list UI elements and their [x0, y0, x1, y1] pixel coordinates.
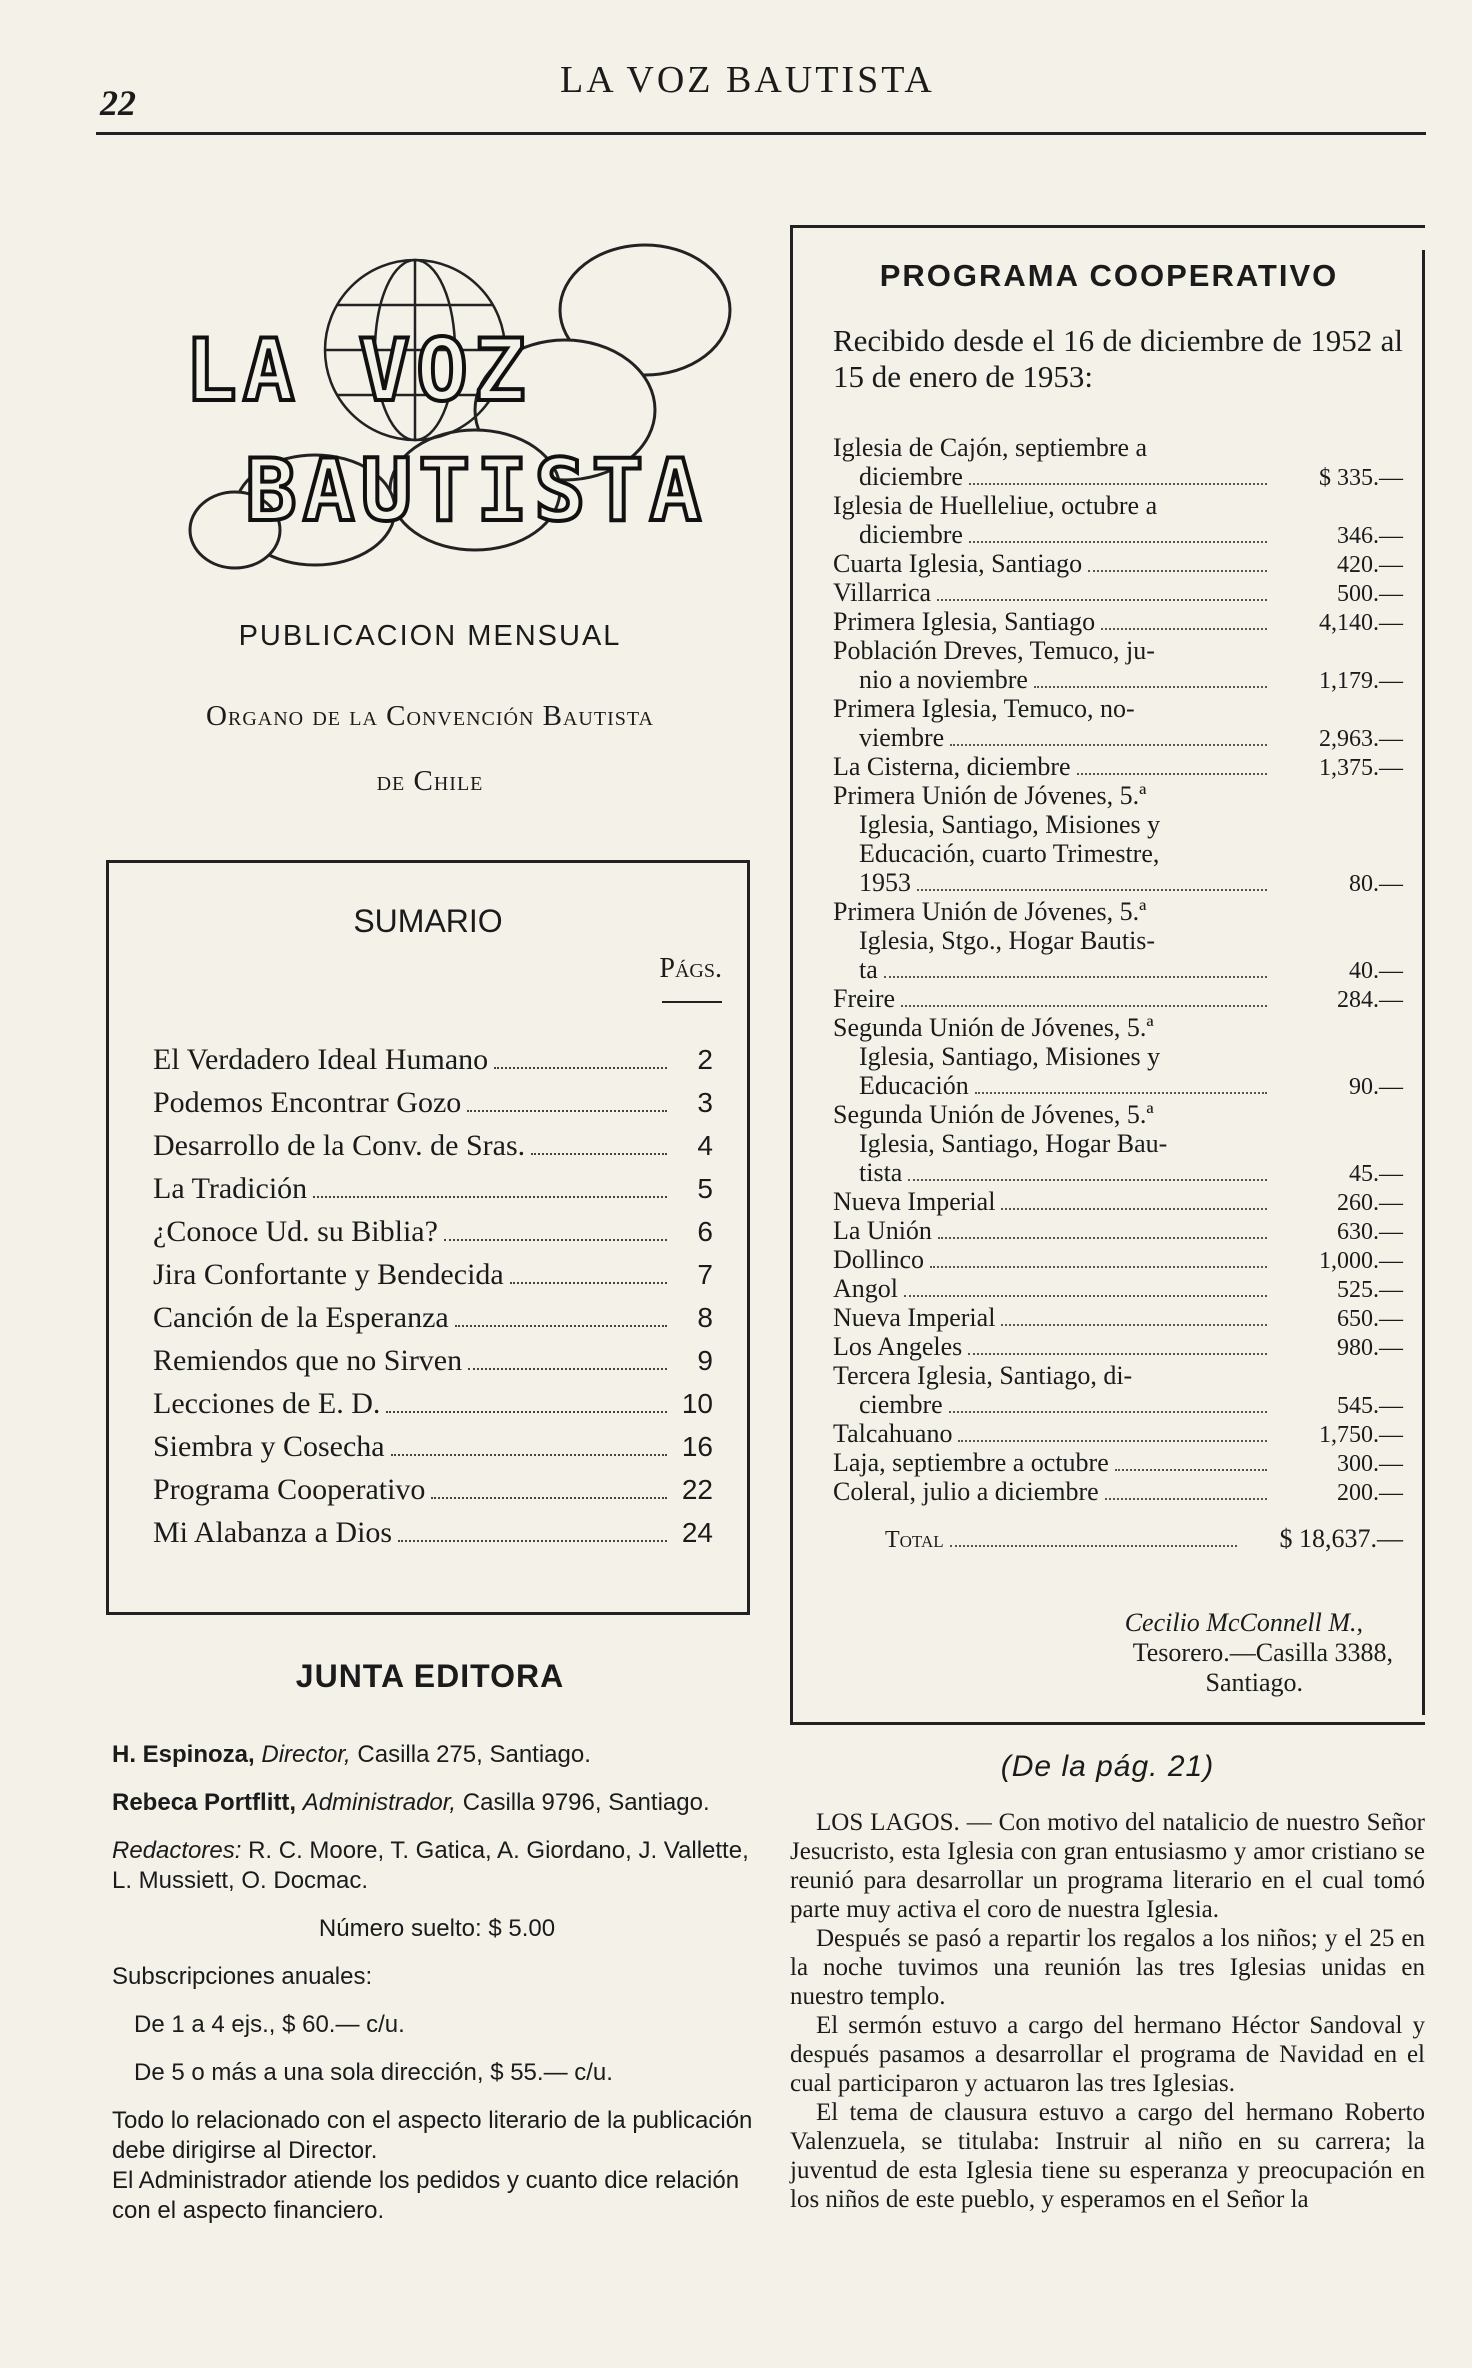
- toc-title: Remiendos que no Sirven: [153, 1344, 463, 1377]
- box-bottom-rule: [790, 1722, 1425, 1725]
- contribution-amount: 45.—: [1349, 1161, 1403, 1187]
- toc-entry[interactable]: [153, 1387, 713, 1430]
- contribution-row: [833, 1477, 1403, 1506]
- contribution-row: [833, 1158, 1403, 1187]
- dot-leader: [431, 1497, 667, 1499]
- toc-page: 3: [697, 1087, 713, 1118]
- contribution-name: Iglesia, Santiago, Misiones y: [859, 810, 1161, 839]
- contribution-row: [833, 1303, 1403, 1332]
- dot-leader: [1088, 570, 1267, 572]
- contribution-amount: $ 335.—: [1319, 465, 1403, 491]
- dot-leader: [884, 976, 1267, 978]
- director-name: H. Espinoza,: [112, 1741, 255, 1768]
- toc-page: 8: [697, 1302, 713, 1333]
- administrator-address: Casilla 9796, Santiago.: [462, 1789, 710, 1816]
- dot-leader: [1115, 1469, 1267, 1471]
- dot-leader: [468, 1368, 667, 1370]
- dot-leader: [904, 1295, 1267, 1297]
- contribution-amount: 630.—: [1337, 1219, 1403, 1245]
- toc-entry[interactable]: [153, 1430, 713, 1473]
- dot-leader: [467, 1110, 667, 1112]
- contribution-row: [833, 1187, 1403, 1216]
- contribution-amount: 40.—: [1349, 958, 1403, 984]
- contribution-amount: 1,179.—: [1319, 668, 1403, 694]
- treasurer-signature: [953, 1608, 1393, 1698]
- dot-leader: [494, 1067, 667, 1069]
- programa-intro: Recibido desde el 16 de diciembre de 1952 al 15 de enero de 1953:: [833, 323, 1403, 394]
- contribution-row: [833, 781, 1403, 810]
- contribution-name: tista: [859, 1158, 903, 1187]
- dot-leader: [950, 744, 1267, 746]
- toc-entry[interactable]: [153, 1258, 713, 1301]
- toc-page: 22: [681, 1474, 713, 1505]
- contribution-row: [833, 1245, 1403, 1274]
- administrator-name: Rebeca Portflitt,: [112, 1789, 297, 1816]
- table-of-contents: [153, 1043, 713, 1559]
- contribution-name: Talcahuano: [833, 1419, 953, 1448]
- redactores-line: [112, 1836, 762, 1896]
- dot-leader: [969, 541, 1267, 543]
- contribution-row: [833, 752, 1403, 781]
- contribution-row: [833, 926, 1403, 955]
- contribution-amount: 80.—: [1349, 871, 1403, 897]
- contribution-row: [833, 1129, 1403, 1158]
- contribution-name: Primera Iglesia, Temuco, no-: [833, 694, 1135, 723]
- contribution-row: [833, 1042, 1403, 1071]
- contribution-row: [833, 1216, 1403, 1245]
- contribution-amount: 200.—: [1337, 1480, 1403, 1506]
- toc-entry[interactable]: [153, 1344, 713, 1387]
- contribution-name: Iglesia, Santiago, Misiones y: [859, 1042, 1161, 1071]
- la-voz-bautista-logo: [175, 240, 765, 580]
- junta-editora-title: JUNTA EDITORA: [295, 1658, 565, 1694]
- contribution-amount: 300.—: [1337, 1451, 1403, 1477]
- contribution-name: ciembre: [859, 1390, 943, 1419]
- toc-page: 9: [697, 1345, 713, 1376]
- contribution-name: Educación: [859, 1071, 969, 1100]
- dot-leader: [1034, 686, 1267, 688]
- treasurer-name: Cecilio McConnell M.,: [1124, 1608, 1363, 1637]
- contribution-row: [833, 1419, 1403, 1448]
- director-address: Casilla 275, Santiago.: [357, 1741, 591, 1768]
- contribution-row: [833, 665, 1403, 694]
- contribution-name: viembre: [859, 723, 945, 752]
- contribution-amount: 500.—: [1337, 581, 1403, 607]
- box-right-rule: [1422, 250, 1425, 1715]
- sumario-box: [106, 860, 750, 1615]
- contribution-amount: 90.—: [1349, 1074, 1403, 1100]
- dot-leader: [313, 1196, 667, 1198]
- numero-suelto: Número suelto: $ 5.00: [318, 1915, 556, 1942]
- contribution-name: Cuarta Iglesia, Santiago: [833, 549, 1083, 578]
- page-number: 22: [100, 83, 136, 123]
- redactores-label: Redactores:: [112, 1837, 242, 1864]
- contribution-name: Primera Iglesia, Santiago: [833, 607, 1096, 636]
- contribution-row: [833, 1332, 1403, 1361]
- toc-page: 4: [697, 1130, 713, 1161]
- contribution-name: Primera Unión de Jóvenes, 5.ª: [833, 897, 1147, 926]
- subscriptions-label: Subscripciones anuales:: [112, 1963, 373, 1990]
- contribution-row: [833, 810, 1403, 839]
- contribution-amount: 980.—: [1337, 1335, 1403, 1361]
- toc-title: Desarrollo de la Conv. de Sras.: [153, 1129, 526, 1162]
- contribution-row: [833, 607, 1403, 636]
- toc-page: 10: [681, 1388, 713, 1419]
- toc-title: ¿Conoce Ud. su Biblia?: [153, 1215, 438, 1248]
- administrator-role: Administrador,: [302, 1789, 457, 1816]
- contribution-amount: 545.—: [1337, 1393, 1403, 1419]
- dot-leader: [917, 889, 1267, 891]
- treasurer-role: Tesorero.—Casilla 3388,: [1132, 1638, 1393, 1667]
- contribution-row: [833, 520, 1403, 549]
- contribution-amount: 420.—: [1337, 552, 1403, 578]
- dot-leader: [455, 1325, 667, 1327]
- contribution-row: [833, 1071, 1403, 1100]
- director-line: [112, 1740, 762, 1770]
- contribution-row: [833, 868, 1403, 897]
- logo-line-1: LA VOZ: [185, 321, 532, 421]
- contribution-row: [833, 984, 1403, 1013]
- continuation-title: (De la pág. 21): [1000, 1750, 1215, 1783]
- contribution-name: Freire: [833, 984, 896, 1013]
- contribution-name: Segunda Unión de Jóvenes, 5.ª: [833, 1100, 1154, 1129]
- pags-label: Págs.: [659, 953, 722, 984]
- contribution-name: ta: [859, 955, 878, 984]
- contribution-amount: 2,963.—: [1319, 726, 1403, 752]
- running-title: LA VOZ BAUTISTA: [560, 59, 935, 101]
- contribution-row: [833, 955, 1403, 984]
- contribution-row: [833, 1361, 1403, 1390]
- dot-leader: [1101, 628, 1267, 630]
- contribution-amount: 260.—: [1337, 1190, 1403, 1216]
- toc-page: 24: [681, 1517, 713, 1548]
- note-financial: El Administrador atiende los pedidos y cuanto dice relación con el aspecto financiero.: [112, 2167, 740, 2224]
- contribution-name: nio a noviembre: [859, 665, 1028, 694]
- contribution-row: [833, 462, 1403, 491]
- dot-leader: [930, 1266, 1267, 1268]
- dot-leader: [510, 1282, 667, 1284]
- toc-page: 6: [697, 1216, 713, 1247]
- contribution-row: [833, 433, 1403, 462]
- subscription-rate-2: De 5 o más a una sola dirección, $ 55.— c/u.: [134, 2059, 613, 2086]
- toc-page: 2: [697, 1044, 713, 1075]
- toc-title: Lecciones de E. D.: [153, 1387, 381, 1420]
- toc-entry[interactable]: [153, 1172, 713, 1215]
- toc-title: Programa Cooperativo: [153, 1473, 426, 1506]
- administrator-line: [112, 1788, 762, 1818]
- dot-leader: [1105, 1498, 1267, 1500]
- contribution-name: diciembre: [859, 520, 963, 549]
- contribution-name: Angol: [833, 1274, 898, 1303]
- contributions-list: [833, 433, 1403, 1553]
- paragraph: El sermón estuvo a cargo del hermano Héctor Sandoval y después pasamos a desarrollar el programa de Navidad en el cual participaron y actuaron las tres Iglesias.: [790, 2012, 1425, 2097]
- junta-editora: [112, 1740, 762, 2226]
- toc-entry[interactable]: [153, 1086, 713, 1129]
- contribution-name: Laja, septiembre a octubre: [833, 1448, 1109, 1477]
- toc-entry[interactable]: [153, 1043, 713, 1086]
- toc-page: 16: [681, 1431, 713, 1462]
- total-row: [833, 1524, 1403, 1553]
- dot-leader: [901, 1005, 1267, 1007]
- dot-leader: [950, 1545, 1237, 1547]
- contribution-name: La Unión: [833, 1216, 932, 1245]
- contribution-row: [833, 694, 1403, 723]
- contribution-row: [833, 1390, 1403, 1419]
- dot-leader: [949, 1411, 1267, 1413]
- contribution-row: [833, 723, 1403, 752]
- dot-leader: [937, 599, 1267, 601]
- total-amount: $ 18,637.—: [1279, 1524, 1403, 1553]
- paragraph: Después se pasó a repartir los regalos a los niños; y el 25 en la noche tuvimos una reunión las tres Iglesias unidas en nuestro templo.: [790, 1925, 1425, 2010]
- dot-leader: [398, 1540, 667, 1542]
- toc-entry[interactable]: [153, 1129, 713, 1172]
- contribution-amount: 1,000.—: [1319, 1248, 1403, 1274]
- toc-entry[interactable]: [153, 1473, 713, 1516]
- paragraph: El tema de clausura estuvo a cargo del hermano Roberto Valenzuela, se titulaba: Instruir al niño en su carrera; la juventud de esta Iglesia tiene su esperanza y preocupación en los niños de este pueblo, y esperamos en el Señor la: [790, 2099, 1425, 2213]
- contribution-row: [833, 1100, 1403, 1129]
- redactores-names: R. C. Moore, T. Gatica, A. Giordano, J. Vallette, L. Mussiett, O. Docmac.: [112, 1837, 749, 1894]
- contribution-name: 1953: [859, 868, 911, 897]
- contribution-amount: 346.—: [1337, 523, 1403, 549]
- continuation-article: [790, 1808, 1425, 2214]
- contribution-name: Educación, cuarto Trimestre,: [859, 839, 1160, 868]
- contribution-row: [833, 897, 1403, 926]
- contribution-name: Iglesia, Stgo., Hogar Bautis-: [859, 926, 1156, 955]
- dot-leader: [386, 1411, 667, 1413]
- contribution-name: Población Dreves, Temuco, ju-: [833, 636, 1155, 665]
- dot-leader: [391, 1454, 667, 1456]
- toc-title: Mi Alabanza a Dios: [153, 1516, 393, 1549]
- contribution-name: Iglesia de Cajón, septiembre a: [833, 433, 1148, 462]
- dot-leader: [938, 1237, 1267, 1239]
- contribution-name: Iglesia de Huelleliue, octubre a: [833, 491, 1158, 520]
- dot-leader: [958, 1440, 1267, 1442]
- note-literary: Todo lo relacionado con el aspecto literario de la publicación debe dirigirse al Director.: [112, 2107, 753, 2164]
- toc-title: Canción de la Esperanza: [153, 1301, 449, 1334]
- contribution-row: [833, 1013, 1403, 1042]
- contribution-amount: 1,750.—: [1319, 1422, 1403, 1448]
- contribution-row: [833, 1448, 1403, 1477]
- contribution-row: [833, 1274, 1403, 1303]
- contribution-name: Villarrica: [833, 578, 932, 607]
- programa-cooperativo-box: [790, 225, 1425, 1725]
- contribution-amount: 4,140.—: [1319, 610, 1403, 636]
- toc-title: La Tradición: [153, 1172, 308, 1205]
- subscription-rate-1: De 1 a 4 ejs., $ 60.— c/u.: [134, 2011, 405, 2038]
- dot-leader: [1001, 1208, 1267, 1210]
- contribution-amount: 284.—: [1337, 987, 1403, 1013]
- contribution-name: Nueva Imperial: [833, 1303, 996, 1332]
- toc-title: El Verdadero Ideal Humano: [153, 1043, 489, 1076]
- contribution-name: La Cisterna, diciembre: [833, 752, 1071, 781]
- dot-leader: [968, 1353, 1267, 1355]
- header-rule: [96, 132, 1426, 135]
- toc-entry[interactable]: [153, 1516, 713, 1559]
- total-label: Total: [885, 1527, 944, 1553]
- dot-leader: [969, 483, 1267, 485]
- contribution-name: Dollinco: [833, 1245, 924, 1274]
- toc-title: Siembra y Cosecha: [153, 1430, 385, 1463]
- director-role: Director,: [261, 1741, 351, 1768]
- dot-leader: [908, 1179, 1267, 1181]
- pags-rule: [662, 1001, 722, 1003]
- organo-line-1: Organo de la Convención Bautista: [206, 700, 654, 732]
- paragraph: LOS LAGOS. — Con motivo del natalicio de nuestro Señor Jesucristo, esta Iglesia con gran entusiasmo y amor cristiano se reunió para desarrollar un programa literario en el cual tomó parte muy activa el coro de nuestra Iglesia.: [790, 1809, 1425, 1923]
- contribution-name: Iglesia, Santiago, Hogar Bau-: [859, 1129, 1168, 1158]
- contribution-amount: 1,375.—: [1319, 755, 1403, 781]
- dot-leader: [1077, 773, 1267, 775]
- contribution-name: Coleral, julio a diciembre: [833, 1477, 1099, 1506]
- organo-line-2: de Chile: [376, 765, 484, 797]
- contribution-row: [833, 578, 1403, 607]
- toc-entry[interactable]: [153, 1301, 713, 1344]
- publication-frequency: PUBLICACION MENSUAL: [238, 620, 622, 652]
- toc-page: 7: [697, 1259, 713, 1290]
- programa-title: PROGRAMA COOPERATIVO: [879, 258, 1339, 293]
- contribution-row: [833, 491, 1403, 520]
- contribution-name: diciembre: [859, 462, 963, 491]
- contribution-name: Los Angeles: [833, 1332, 963, 1361]
- contribution-name: Primera Unión de Jóvenes, 5.ª: [833, 781, 1147, 810]
- dot-leader: [531, 1153, 667, 1155]
- contribution-row: [833, 839, 1403, 868]
- contribution-name: Segunda Unión de Jóvenes, 5.ª: [833, 1013, 1154, 1042]
- contribution-name: Nueva Imperial: [833, 1187, 996, 1216]
- contribution-name: Tercera Iglesia, Santiago, di-: [833, 1361, 1133, 1390]
- toc-title: Podemos Encontrar Gozo: [153, 1086, 462, 1119]
- toc-entry[interactable]: [153, 1215, 713, 1258]
- logo-line-2: BAUTISTA: [245, 441, 708, 541]
- treasurer-city: Santiago.: [1205, 1668, 1303, 1697]
- contribution-row: [833, 549, 1403, 578]
- dot-leader: [975, 1092, 1267, 1094]
- dot-leader: [1001, 1324, 1267, 1326]
- toc-page: 5: [697, 1173, 713, 1204]
- dot-leader: [444, 1239, 667, 1241]
- contribution-amount: 525.—: [1337, 1277, 1403, 1303]
- sumario-title: SUMARIO: [353, 903, 503, 939]
- contribution-row: [833, 636, 1403, 665]
- toc-title: Jira Confortante y Bendecida: [153, 1258, 504, 1291]
- contribution-amount: 650.—: [1337, 1306, 1403, 1332]
